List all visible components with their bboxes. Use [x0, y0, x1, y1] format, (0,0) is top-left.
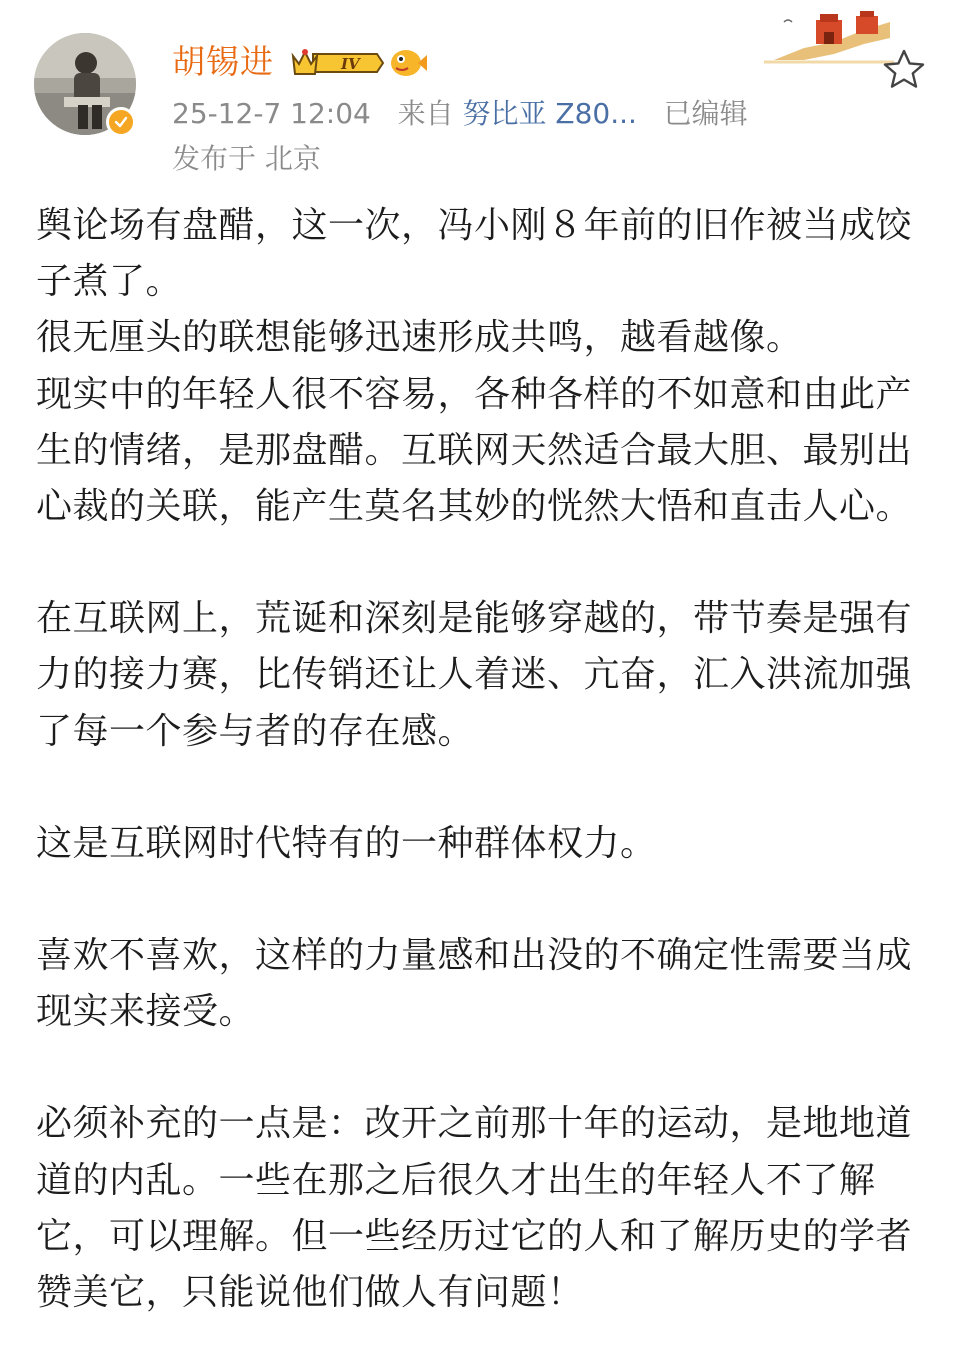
post-timestamp: 25-12-7 12:04 — [172, 97, 371, 130]
post-location: 发布于 北京 — [172, 142, 321, 175]
post-paragraph-1: 舆论场有盘醋，这一次，冯小刚８年前的旧作被当成饺子煮了。 很无厘头的联想能够迅速形成共鸣，越看越像。 现实中的年轻人很不容易，各种各样的不如意和由此产生的情绪，是那盘醋。互联网天然适合最大胆、最别出心裁的关联，能产生莫名其妙的恍然大悟和直击人心。 — [36, 205, 913, 528]
post-paragraph-3: 这是互联网时代特有的一种群体权力。 — [36, 822, 657, 864]
post-header — [0, 0, 960, 190]
image-watermark — [736, 1318, 926, 1344]
star-outline-icon — [882, 48, 926, 90]
verified-badge-icon — [106, 107, 136, 137]
post-paragraph-4: 喜欢不喜欢，这样的力量感和出没的不确定性需要当成现实来接受。 — [36, 935, 913, 1033]
author-name[interactable]: 胡锡进 — [172, 42, 274, 81]
favorite-star-button[interactable] — [882, 48, 926, 94]
device-link[interactable]: 努比亚 Z80... — [462, 97, 637, 130]
great-wall-decoration-icon — [764, 8, 894, 68]
edited-label[interactable]: 已编辑 — [663, 97, 748, 130]
vip-level-label: IV — [341, 55, 360, 73]
post-paragraph-5: 必须补充的一点是：改开之前那十年的运动，是地地道道的内乱。一些在那之后很久才出生的年轻人不了解它，可以理解。但一些经历过它的人和了解历史的学者赞美它，只能说他们做人有问题！ — [36, 1103, 913, 1314]
post-meta — [172, 96, 748, 132]
source-prefix: 来自 — [397, 97, 454, 130]
post-paragraph-2: 在互联网上，荒诞和深刻是能够穿越的，带节奏是强有力的接力赛，比传销还让人着迷、亢奋，汇入洪流加强了每一个参与者的存在感。 — [36, 598, 913, 752]
post-body — [36, 198, 936, 1321]
yellow-fish-emoji-icon — [388, 44, 428, 84]
crown-vip-badge-icon[interactable] — [289, 44, 385, 86]
